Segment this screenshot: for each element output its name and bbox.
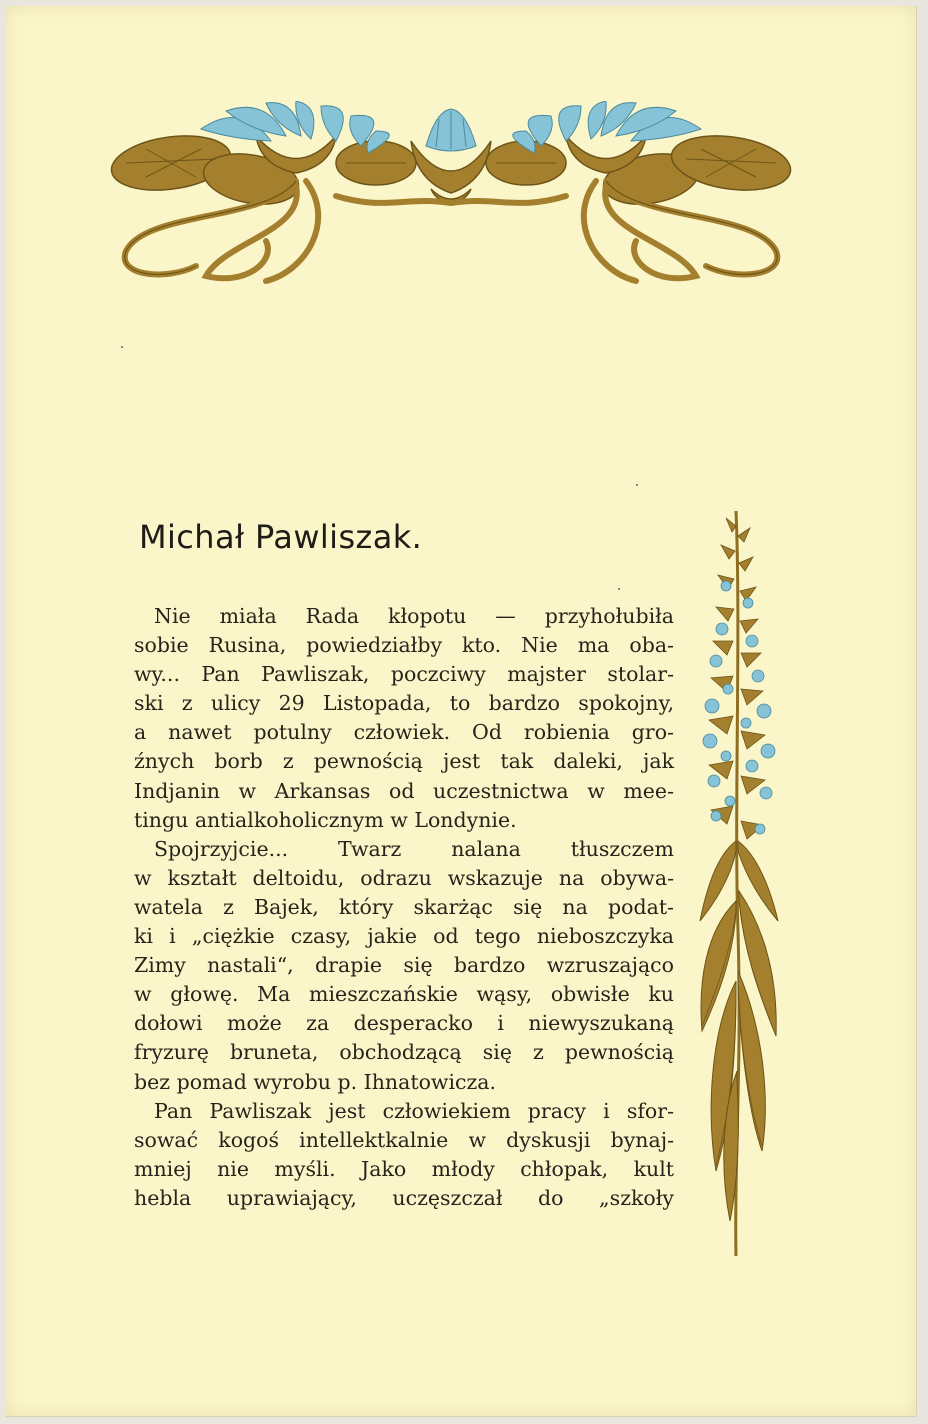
paper-speck <box>618 588 620 590</box>
article-body <box>134 602 674 1213</box>
text-line: mniej nie myśli. Jako młody chłopak, kult <box>134 1156 674 1181</box>
text-line: źnych borb z pewnością jest tak daleki, jak <box>134 749 674 774</box>
paper-speck <box>121 346 123 348</box>
flowering-plant-ornament <box>686 511 796 1256</box>
text-line: fryzurę bruneta, obchodzącą się z pewnością <box>134 1040 674 1065</box>
text-line: dołowi może za desperacko i niewyszukaną <box>134 1011 674 1036</box>
text-line: tingu antialkoholicznym w Londynie. <box>134 807 517 832</box>
book-page <box>6 6 917 1417</box>
text-line: bez pomad wyrobu p. Ihnatowicza. <box>134 1069 497 1094</box>
text-line: Nie miała Rada kłopotu — przyhołubiła <box>154 604 674 628</box>
article-title: Michał Pawliszak. <box>139 518 423 556</box>
text-line: Zimy nastali“, drapie się bardzo wzruszająco <box>134 953 674 978</box>
text-line: Spojrzyjcie... Twarz nalana tłuszczem <box>154 836 674 861</box>
text-line: w kształt deltoidu, odrazu wskazuje na obywa- <box>134 865 674 890</box>
text-line: Pan Pawliszak jest człowiekiem pracy i sfor- <box>154 1098 674 1123</box>
text-line: ki i „ciężkie czasy, jakie od tego nieboszczyka <box>134 924 674 949</box>
text-line: wy... Pan Pawliszak, poczciwy majster stolar- <box>134 662 674 687</box>
text-line: a nawet potulny człowiek. Od robienia gro- <box>134 720 674 745</box>
text-line: sobie Rusina, powiedziałby kto. Nie ma oba- <box>134 633 674 658</box>
paper-speck <box>636 484 638 486</box>
text-line: hebla uprawiający, uczęszczał do „szkoły <box>134 1185 674 1210</box>
text-line: sować kogoś intellektkalnie w dyskusji bynaj- <box>134 1127 674 1152</box>
water-lily-ornament <box>106 101 796 296</box>
text-line: watela z Bajek, który skarżąc się na podat- <box>134 894 674 919</box>
text-line: Indjanin w Arkansas od uczestnictwa w mee- <box>134 778 674 803</box>
text-line: w głowę. Ma mieszczańskie wąsy, obwisłe ku <box>134 982 674 1007</box>
text-line: ski z ulicy 29 Listopada, to bardzo spokojny, <box>134 691 674 716</box>
